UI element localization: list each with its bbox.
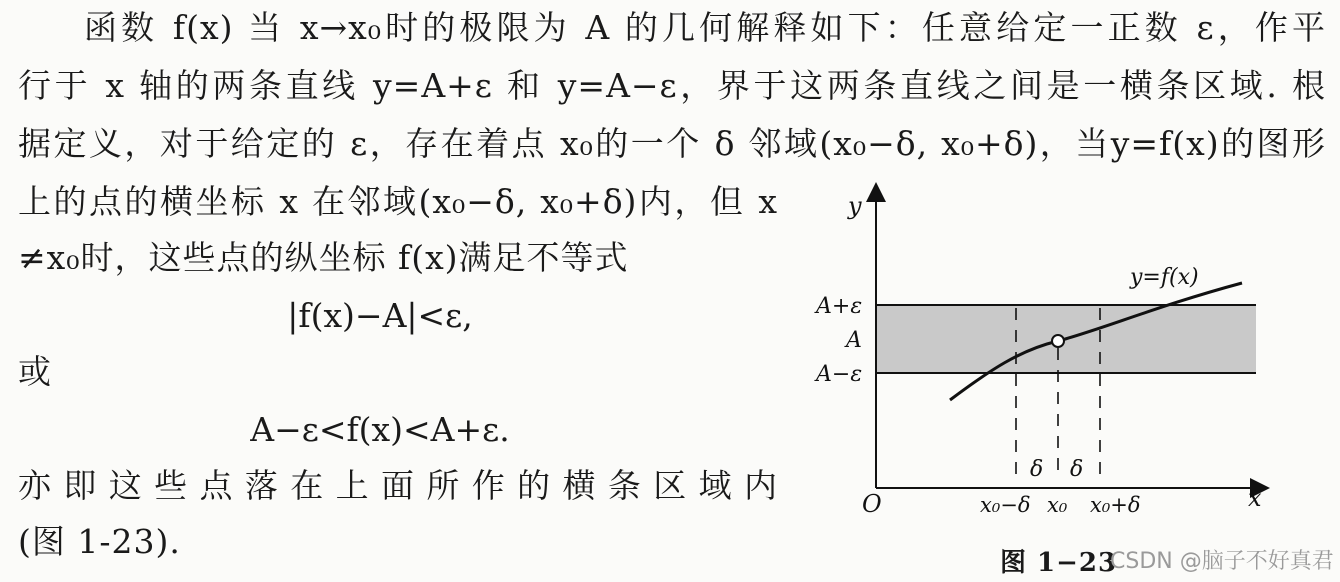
delta-left-label: δ (1030, 457, 1044, 482)
curve-label: y=f(x) (1130, 265, 1199, 290)
limit-point (1052, 335, 1064, 347)
word-or: 或 (18, 352, 52, 391)
paragraph-line-6: 亦即这些点落在上面所作的横条区域内 (18, 466, 778, 505)
tick-x0-plus-delta: x₀+δ (1090, 493, 1141, 517)
delta-right-label: δ (1070, 457, 1084, 482)
tick-x0: x₀ (1047, 493, 1068, 517)
figure-caption: 图 1−23 (1000, 548, 1118, 578)
x-axis-label: x (1248, 484, 1262, 512)
label-A-minus-eps: A−ε (816, 362, 863, 387)
paragraph-line-1 (18, 8, 1326, 48)
label-A-plus-eps: A+ε (816, 294, 863, 319)
paragraph-line-7: (图 1-23). (18, 522, 181, 561)
paragraph-line-3: 据定义，对于给定的 ε，存在着点 x₀的一个 δ 邻域(x₀−δ, x₀+δ)，当y=f(x)的图形 (18, 124, 1326, 163)
paragraph-line-4: 上的点的横坐标 x 在邻域(x₀−δ, x₀+δ)内，但 x (18, 182, 778, 221)
label-A: A (846, 328, 862, 353)
line1-text: 函数 f(x) 当 x→x₀时的极限为 A 的几何解释如下：任意给定一正数 ε，作平 (84, 8, 1326, 47)
figure-1-23 (800, 180, 1340, 580)
paragraph-line-2: 行于 x 轴的两条直线 y=A+ε 和 y=A−ε，界于这两条直线之间是一横条区域. 根 (18, 66, 1326, 105)
formula-range: A−ε<f(x)<A+ε. (250, 410, 510, 449)
formula-abs: |f(x)−A|<ε, (287, 296, 473, 335)
origin-label: O (862, 490, 882, 518)
watermark: CSDN @脑子不好真君 (1110, 549, 1334, 574)
tick-x0-minus-delta: x₀−δ (980, 493, 1031, 517)
limit-diagram (800, 180, 1340, 580)
y-axis-label: y (848, 192, 862, 220)
paragraph-line-5: ≠x₀时，这些点的纵坐标 f(x)满足不等式 (18, 238, 629, 277)
